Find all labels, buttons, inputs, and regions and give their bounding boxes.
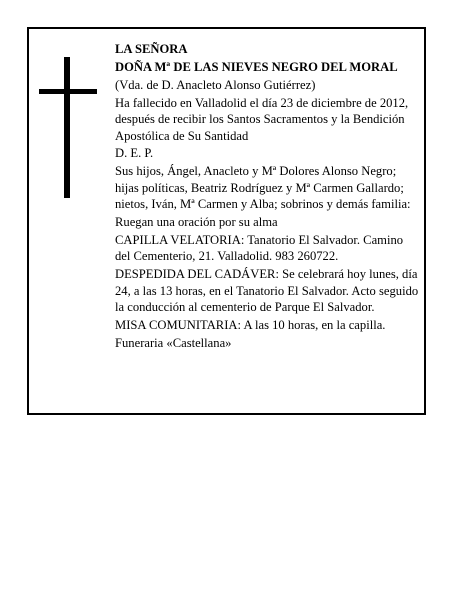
mass-info: MISA COMUNITARIA: A las 10 horas, en la capilla.: [115, 318, 386, 332]
deceased-name: DOÑA Mª DE LAS NIEVES NEGRO DEL MORAL: [115, 59, 398, 74]
prayer-request: Ruegan una oración por su alma: [115, 215, 278, 230]
cross-horizontal-bar: [39, 89, 97, 94]
notice-heading-title: LA SEÑORA: [115, 42, 188, 56]
farewell-info: DESPEDIDA DEL CADÁVER: Se celebrará hoy lunes, día 24, a las 13 horas, en el Tanatorio El Salvador. Acto seguido la conducción al cementerio de Parque El Salvador.: [115, 267, 419, 315]
obituary-notice: [27, 27, 426, 415]
latin-cross-icon: [39, 57, 97, 198]
rest-in-peace: D. E. P.: [115, 146, 154, 161]
death-statement: Ha fallecido en Valladolid el día 23 de diciembre de 2012, después de recibir los Santos Sacramentos y la Bendición Apostólica de Su Santidad: [115, 95, 409, 143]
cross-vertical-bar: [64, 57, 70, 198]
chapel-info: CAPILLA VELATORIA: Tanatorio El Salvador. Camino del Cementerio, 21. Valladolid. 983 260722.: [115, 232, 404, 264]
notice-text: [115, 41, 421, 353]
family-list: Sus hijos, Ángel, Anacleto y Mª Dolores Alonso Negro; hijas políticas, Beatriz Rodríguez y Mª Carmen Gallardo; nietos, Iván, Mª Carmen y Alba; sobrinos y demás familia:: [115, 164, 411, 212]
funeral-home: Funeraria «Castellana»: [115, 335, 232, 350]
widow-of-line: (Vda. de D. Anacleto Alonso Gutiérrez): [115, 77, 316, 92]
